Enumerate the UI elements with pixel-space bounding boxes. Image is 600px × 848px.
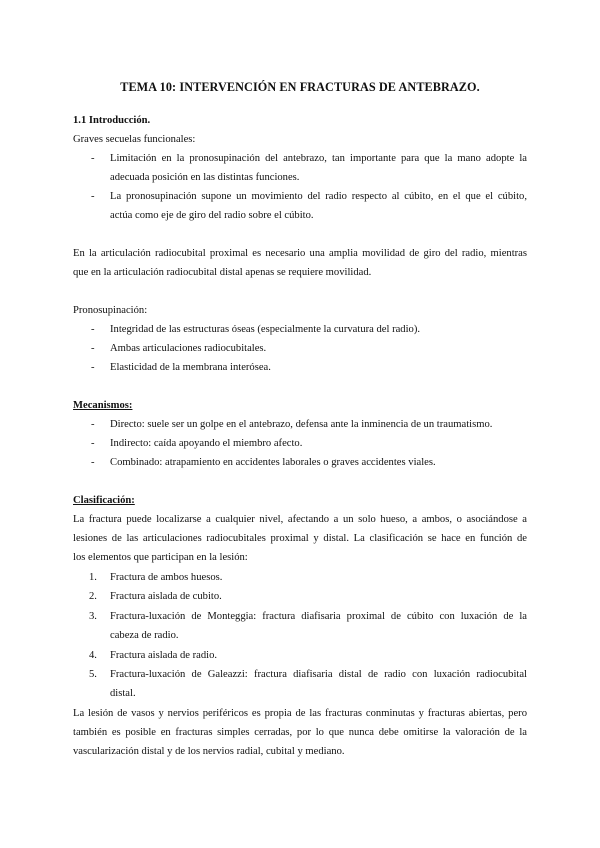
classification-item-1: Fractura de ambos huesos.: [110, 572, 223, 583]
pronosupination-item-2: Ambas articulaciones radiocubitales.: [110, 343, 267, 354]
page-title: TEMA 10: INTERVENCIÓN EN FRACTURAS DE ANTEBRAZO.: [120, 80, 480, 94]
classification-item-3-line-1: Fractura-luxación de Monteggia: fractura diafisaria proximal de cúbito con luxación de la: [110, 611, 527, 622]
bullet-marker: -: [91, 362, 95, 373]
mechanisms-item-2: Indirecto: caída apoyando el miembro afecto.: [110, 438, 303, 449]
closing-paragraph-line-2: también es posible en fracturas simples cerradas, por lo que nunca debe omitirse la valoración de la: [73, 727, 527, 738]
classification-item-3-line-2: cabeza de radio.: [110, 630, 179, 641]
intro-paragraph-line-2: que en la articulación radiocubital distal apenas se requiere movilidad.: [73, 267, 372, 278]
bullet-marker: -: [91, 419, 95, 430]
classification-paragraph-line-1: La fractura puede localizarse a cualquier nivel, afectando a un solo hueso, a ambos, o asociándose a: [73, 514, 527, 525]
intro-item-2-line-2: actúa como eje de giro del radio sobre el cúbito.: [110, 210, 314, 221]
intro-item-2-line-1: La pronosupinación supone un movimiento del radio respecto al cúbito, en el que el cúbito,: [110, 191, 527, 202]
intro-paragraph-line-1: En la articulación radiocubital proximal es necesario una amplia movilidad de giro del radio, mientras: [73, 248, 527, 259]
mechanisms-item-3: Combinado: atrapamiento en accidentes laborales o graves accidentes viales.: [110, 457, 436, 468]
intro-item-1-line-2: adecuada posición en las distintas funciones.: [110, 172, 300, 183]
intro-item-1-line-1: Limitación en la pronosupinación del antebrazo, tan importante para que la mano adopte la: [110, 153, 527, 164]
mechanisms-heading: Mecanismos:: [73, 400, 133, 411]
classification-item-4: Fractura aislada de radio.: [110, 650, 218, 661]
bullet-marker: -: [91, 153, 95, 164]
pronosupination-item-3: Elasticidad de la membrana interósea.: [110, 362, 271, 373]
bullet-marker: -: [91, 438, 95, 449]
pronosupination-item-1: Integridad de las estructuras óseas (especialmente la curvatura del radio).: [110, 324, 421, 335]
intro-heading: 1.1 Introducción.: [73, 115, 151, 126]
bullet-marker: -: [91, 191, 95, 202]
list-number: 3.: [89, 611, 97, 622]
bullet-marker: -: [91, 457, 95, 468]
list-number: 1.: [89, 572, 97, 583]
classification-item-5-line-1: Fractura-luxación de Galeazzi: fractura diafisaria distal de radio con luxación radiocubital: [110, 669, 527, 680]
closing-paragraph-line-1: La lesión de vasos y nervios periféricos es propia de las fracturas conminutas y fracturas abiertas, pero: [73, 708, 527, 719]
list-number: 2.: [89, 591, 97, 602]
classification-item-2: Fractura aislada de cubito.: [110, 591, 222, 602]
closing-paragraph-line-3: vascularización distal y de los nervios radial, cubital y mediano.: [73, 746, 345, 757]
classification-heading: Clasificación:: [73, 495, 135, 506]
pronosupination-heading: Pronosupinación:: [73, 305, 148, 316]
classification-paragraph-line-2: lesiones de las articulaciones radiocubitales proximal y distal. La clasificación se hace en función de: [73, 533, 527, 544]
list-number: 4.: [89, 650, 97, 661]
classification-item-5-line-2: distal.: [110, 688, 136, 699]
list-number: 5.: [89, 669, 97, 680]
mechanisms-item-1: Directo: suele ser un golpe en el antebrazo, defensa ante la inminencia de un traumatismo.: [110, 419, 493, 430]
intro-lead: Graves secuelas funcionales:: [73, 134, 196, 145]
bullet-marker: -: [91, 343, 95, 354]
bullet-marker: -: [91, 324, 95, 335]
classification-paragraph-line-3: los elementos que participan en la lesión:: [73, 552, 248, 563]
